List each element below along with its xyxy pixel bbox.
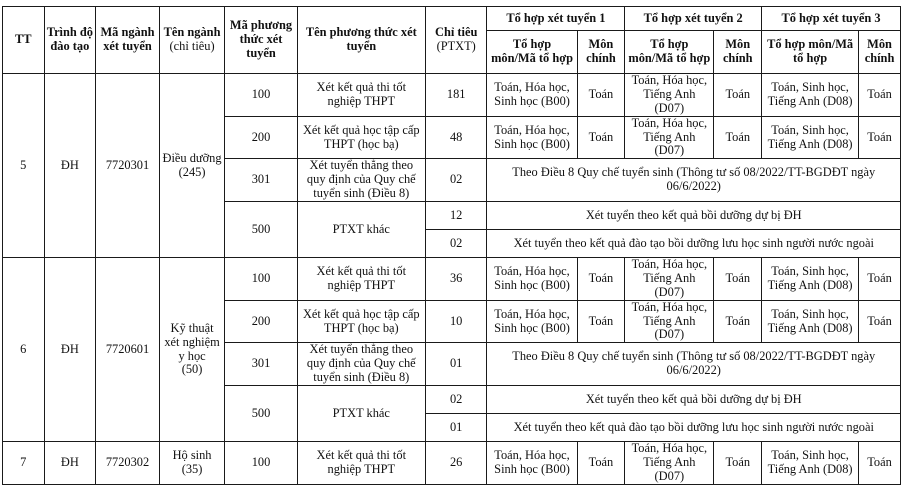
header-quota-title: Chỉ tiêu (435, 25, 478, 40)
combo-2: Toán, Hóa học, Tiếng Anh (D07) (625, 442, 714, 485)
method-quota: 48 (425, 116, 487, 159)
method-code: 200 (225, 300, 297, 343)
header-main-subject-1: Môn chính (577, 31, 625, 74)
method-quota: 02 (425, 159, 487, 202)
header-quota-sub: (PTXT) (436, 39, 476, 53)
main-subject-2: Toán (714, 258, 762, 301)
method-note: Xét tuyển theo kết quả đào tạo bồi dưỡng lưu học sinh người nước ngoài (487, 230, 901, 258)
header-training-level: Trình độ đào tạo (44, 7, 96, 74)
row-training-level: ĐH (44, 258, 96, 442)
main-subject-3: Toán (859, 258, 901, 301)
row-training-level: ĐH (44, 74, 96, 258)
main-subject-1: Toán (577, 258, 625, 301)
combo-3: Toán, Sinh học, Tiếng Anh (D08) (762, 74, 859, 117)
method-name: Xét tuyển thẳng theo quy định của Quy chế tuyển sinh (Điều 8) (297, 343, 425, 386)
combo-3: Toán, Sinh học, Tiếng Anh (D08) (762, 442, 859, 485)
admission-table (2, 6, 901, 485)
method-name: Xét kết quả thi tốt nghiệp THPT (297, 442, 425, 485)
main-subject-1: Toán (577, 74, 625, 117)
method-note: Xét tuyển theo kết quả đào tạo bồi dưỡng lưu học sinh người nước ngoài (487, 414, 901, 442)
major-name: Điều dưỡng (162, 150, 222, 165)
method-name: Xét kết quả thi tốt nghiệp THPT (297, 74, 425, 117)
method-quota: 12 (425, 202, 487, 230)
header-combo-3: Tổ hợp xét tuyển 3 (762, 7, 901, 31)
row-major-code: 7720601 (96, 258, 160, 442)
method-code: 200 (225, 116, 297, 159)
header-combo-subjects-1: Tổ hợp môn/Mã tổ hợp (487, 31, 577, 74)
method-quota: 01 (425, 414, 487, 442)
major-quota: (35) (181, 461, 203, 476)
method-note: Xét tuyển theo kết quả bồi dưỡng dự bị ĐH (487, 202, 901, 230)
row-training-level: ĐH (44, 442, 96, 485)
combo-2: Toán, Hóa học, Tiếng Anh (D07) (625, 300, 714, 343)
table-row (3, 258, 901, 301)
main-subject-3: Toán (859, 442, 901, 485)
method-quota: 36 (425, 258, 487, 301)
header-main-subject-2: Môn chính (714, 31, 762, 74)
method-name: Xét kết quả học tập cấp THPT (học bạ) (297, 116, 425, 159)
header-tt: TT (3, 7, 45, 74)
major-name: Kỹ thuật xét nghiệm y học (164, 320, 220, 363)
row-major-code: 7720302 (96, 442, 160, 485)
header-combo-subjects-2: Tổ hợp môn/Mã tổ hợp (625, 31, 714, 74)
method-name: Xét tuyển thẳng theo quy định của Quy chế tuyển sinh (Điều 8) (297, 159, 425, 202)
header-main-subject-3: Môn chính (859, 31, 901, 74)
method-quota: 02 (425, 386, 487, 414)
method-quota: 02 (425, 230, 487, 258)
main-subject-3: Toán (859, 74, 901, 117)
method-code: 301 (225, 343, 297, 386)
header-major-name (159, 7, 224, 74)
combo-2: Toán, Hóa học, Tiếng Anh (D07) (625, 258, 714, 301)
main-subject-1: Toán (577, 442, 625, 485)
header-method-code: Mã phương thức xét tuyển (225, 7, 297, 74)
row-major-name (159, 442, 224, 485)
main-subject-2: Toán (714, 116, 762, 159)
major-quota: (50) (181, 362, 203, 377)
header-combo-1: Tổ hợp xét tuyển 1 (487, 7, 625, 31)
header-quota (425, 7, 487, 74)
row-major-name (159, 258, 224, 442)
method-quota: 26 (425, 442, 487, 485)
combo-2: Toán, Hóa học, Tiếng Anh (D07) (625, 116, 714, 159)
major-name: Hộ sinh (172, 447, 212, 462)
combo-1: Toán, Hóa học, Sinh học (B00) (487, 258, 577, 301)
header-combo-subjects-3: Tổ hợp môn/Mã tổ hợp (762, 31, 859, 74)
table-row (3, 442, 901, 485)
header-major-name-sub: (chỉ tiêu) (169, 39, 215, 53)
main-subject-2: Toán (714, 300, 762, 343)
method-quota: 181 (425, 74, 487, 117)
method-note: Xét tuyển theo kết quả bồi dưỡng dự bị ĐH (487, 386, 901, 414)
row-major-code: 7720301 (96, 74, 160, 258)
method-code: 100 (225, 442, 297, 485)
row-tt: 5 (3, 74, 45, 258)
method-name: Xét kết quả thi tốt nghiệp THPT (297, 258, 425, 301)
main-subject-3: Toán (859, 300, 901, 343)
main-subject-2: Toán (714, 74, 762, 117)
combo-3: Toán, Sinh học, Tiếng Anh (D08) (762, 116, 859, 159)
header-combo-2: Tổ hợp xét tuyển 2 (625, 7, 762, 31)
combo-3: Toán, Sinh học, Tiếng Anh (D08) (762, 300, 859, 343)
method-quota: 01 (425, 343, 487, 386)
method-name: Xét kết quả học tập cấp THPT (học bạ) (297, 300, 425, 343)
main-subject-3: Toán (859, 116, 901, 159)
method-note: Theo Điều 8 Quy chế tuyển sinh (Thông tư số 08/2022/TT-BGDĐT ngày 06/6/2022) (487, 159, 901, 202)
header-major-code: Mã ngành xét tuyển (96, 7, 160, 74)
combo-1: Toán, Hóa học, Sinh học (B00) (487, 442, 577, 485)
method-code: 100 (225, 258, 297, 301)
major-quota: (245) (178, 164, 206, 179)
admission-table-wrapper (2, 6, 901, 485)
method-code: 500 (225, 386, 297, 442)
method-code: 100 (225, 74, 297, 117)
main-subject-2: Toán (714, 442, 762, 485)
table-row (3, 74, 901, 117)
method-name: PTXT khác (297, 386, 425, 442)
method-code: 500 (225, 202, 297, 258)
combo-1: Toán, Hóa học, Sinh học (B00) (487, 74, 577, 117)
combo-1: Toán, Hóa học, Sinh học (B00) (487, 300, 577, 343)
combo-1: Toán, Hóa học, Sinh học (B00) (487, 116, 577, 159)
main-subject-1: Toán (577, 116, 625, 159)
method-name: PTXT khác (297, 202, 425, 258)
combo-3: Toán, Sinh học, Tiếng Anh (D08) (762, 258, 859, 301)
header-method-name: Tên phương thức xét tuyển (297, 7, 425, 74)
main-subject-1: Toán (577, 300, 625, 343)
header-major-name-title: Tên ngành (163, 25, 221, 40)
combo-2: Toán, Hóa học, Tiếng Anh (D07) (625, 74, 714, 117)
row-tt: 7 (3, 442, 45, 485)
method-code: 301 (225, 159, 297, 202)
method-note: Theo Điều 8 Quy chế tuyển sinh (Thông tư số 08/2022/TT-BGDĐT ngày 06/6/2022) (487, 343, 901, 386)
row-major-name (159, 74, 224, 258)
row-tt: 6 (3, 258, 45, 442)
method-quota: 10 (425, 300, 487, 343)
